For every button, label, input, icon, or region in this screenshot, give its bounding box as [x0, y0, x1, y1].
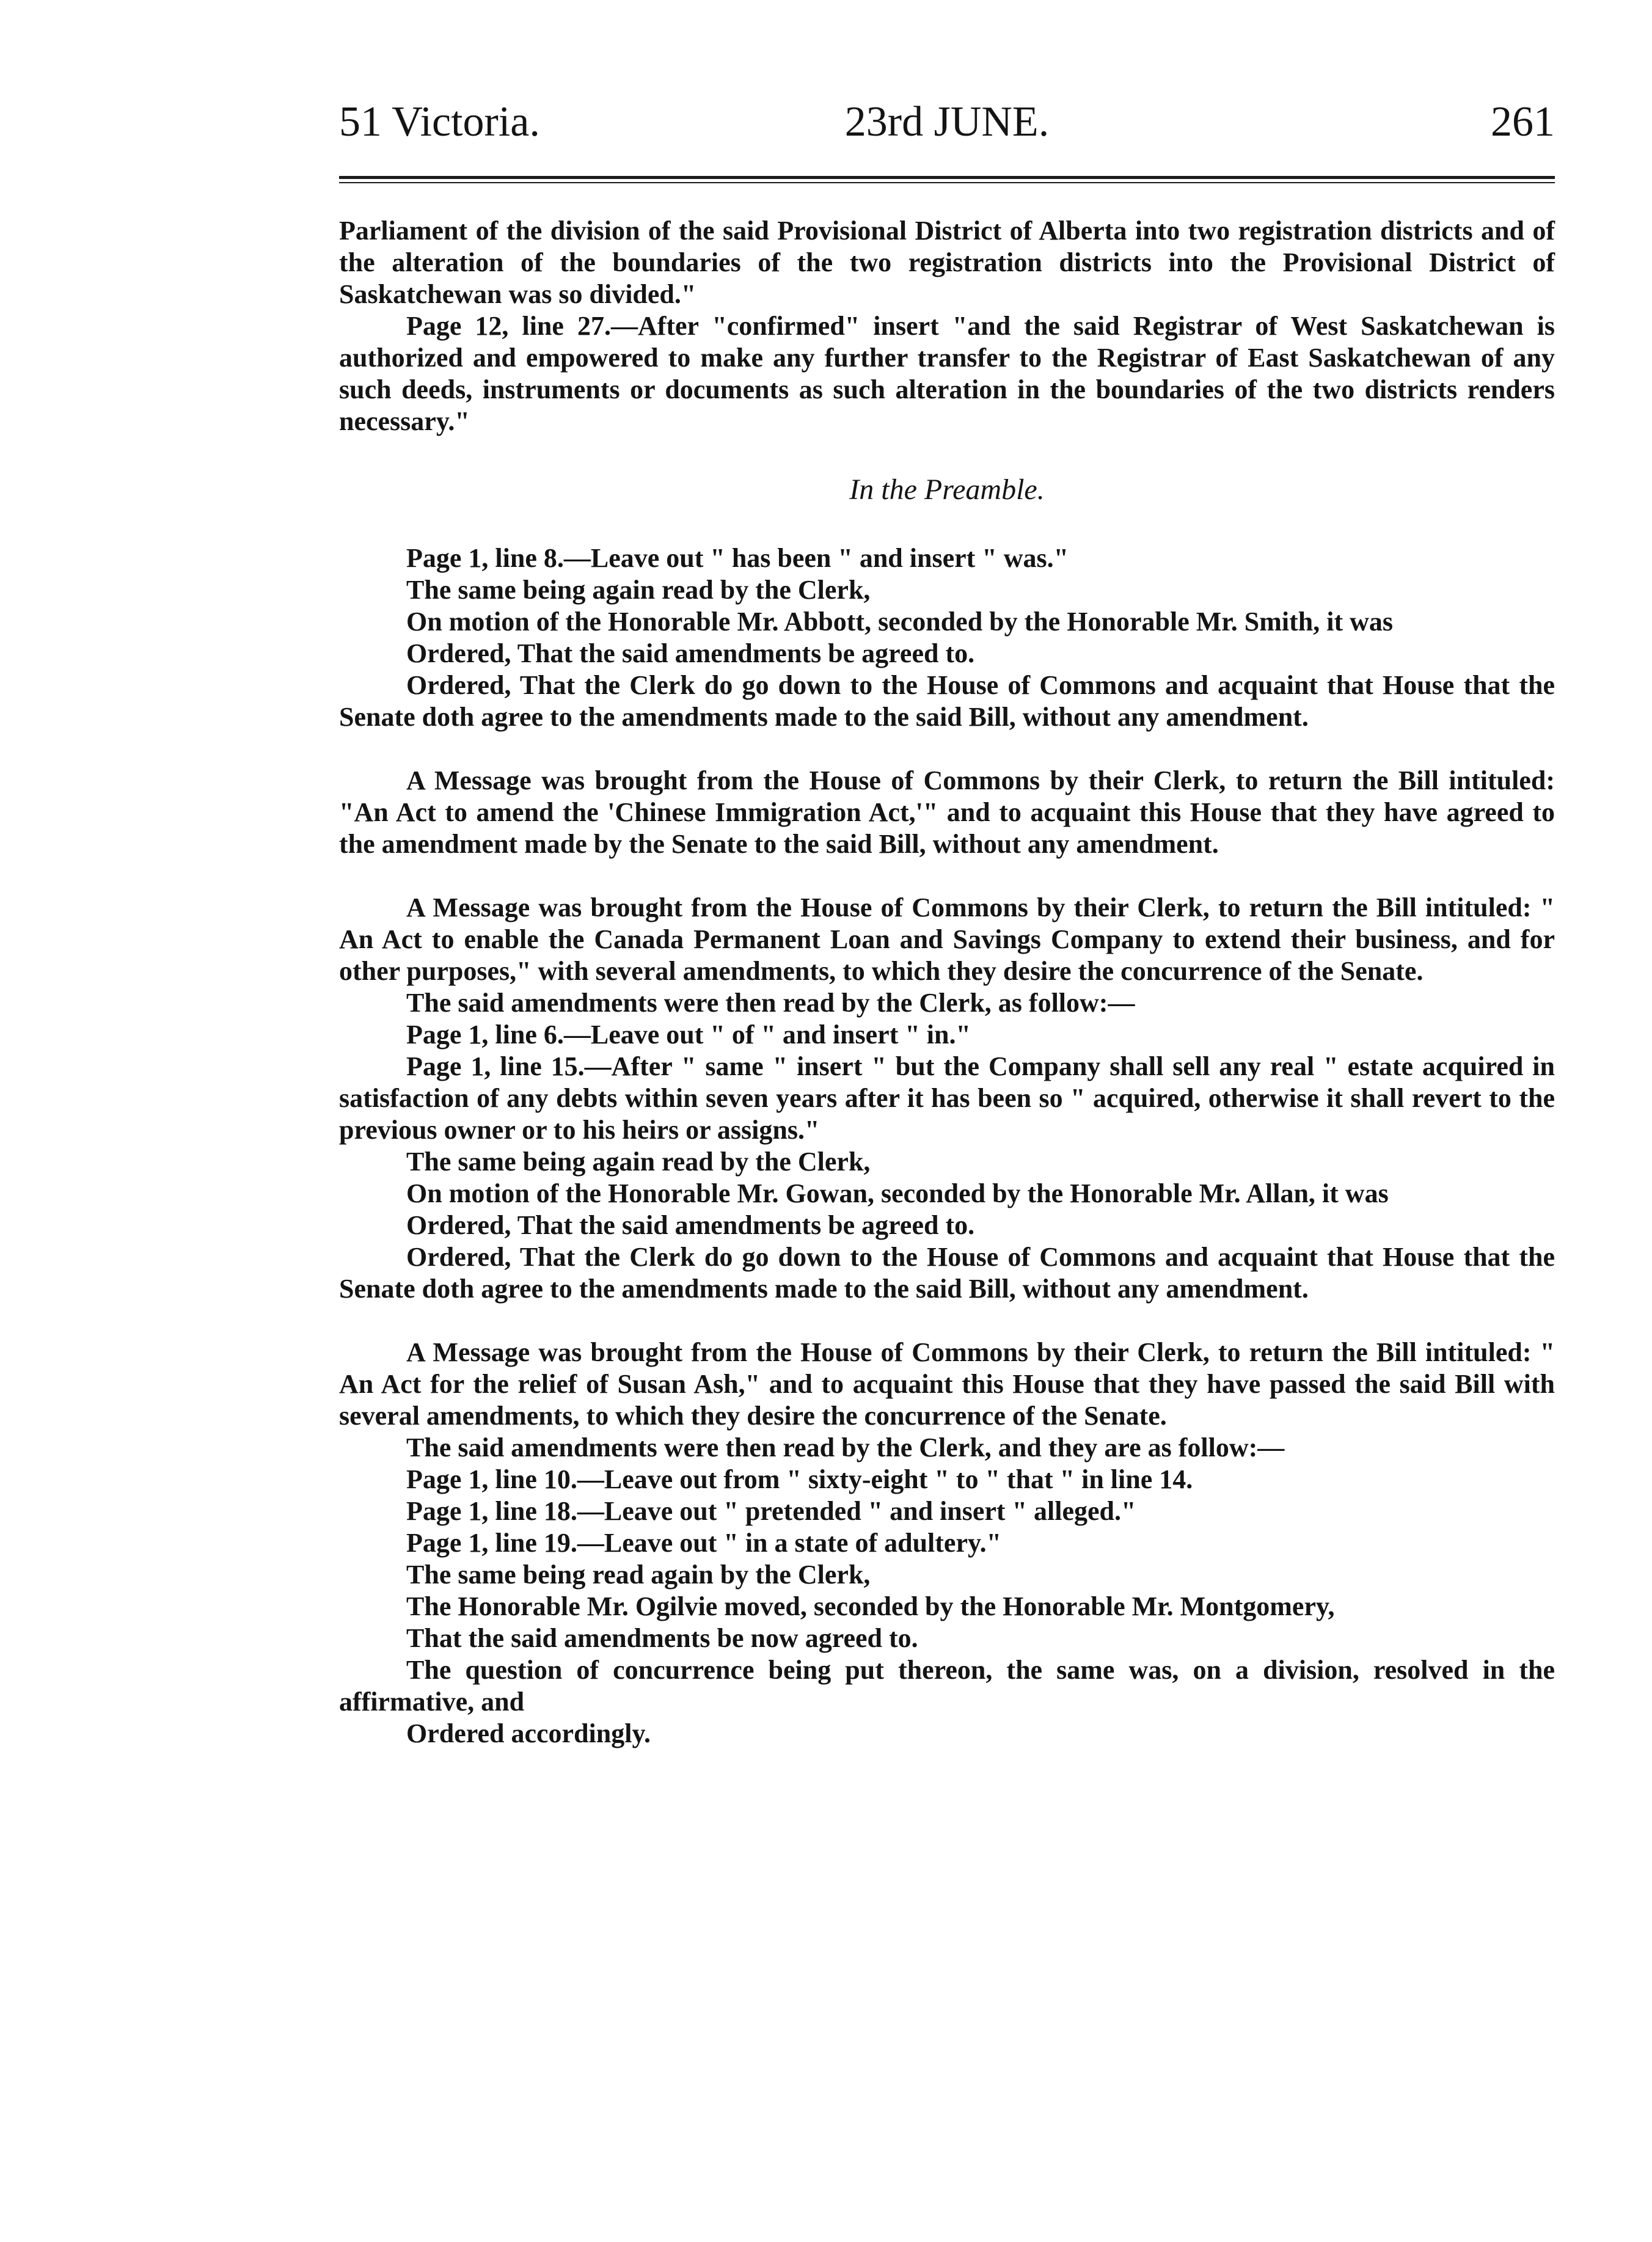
journal-paragraph: Page 1, line 6.—Leave out " of " and insert " in.": [406, 1020, 971, 1050]
journal-paragraph: Ordered, That the said amendments be agreed to.: [406, 638, 975, 668]
journal-paragraph: Parliament of the division of the said Provisional District of Alberta into two registration districts and of the alteration of the boundaries of the two registration districts into the Provisional District of Saskatchewan was so divided.": [339, 216, 1555, 309]
journal-paragraph: A Message was brought from the House of Commons by their Clerk, to return the Bill intituled: " An Act for the relief of Susan Ash," and to acquaint this House that they have passed the said Bill with several amendments, to which they desire the concurrence of the Senate.: [339, 1337, 1555, 1431]
journal-paragraph: That the said amendments be now agreed to.: [406, 1623, 918, 1653]
journal-paragraph: Ordered, That the said amendments be agreed to.: [406, 1210, 975, 1240]
journal-paragraph: Ordered, That the Clerk do go down to the House of Commons and acquaint that House that the Senate doth agree to the amendments made to the said Bill, without any amendment.: [339, 670, 1555, 732]
journal-paragraph: Page 1, line 8.—Leave out " has been " and insert " was.": [406, 543, 1069, 573]
journal-paragraph: Page 12, line 27.—After "confirmed" insert "and the said Registrar of West Saskatchewan is authorized and empowered to make any further transfer to the Registrar of East Saskatchewan of any such deeds, instruments or documents as such alteration in the boundaries of the two districts renders necessary.": [339, 311, 1555, 436]
journal-paragraph: On motion of the Honorable Mr. Abbott, seconded by the Honorable Mr. Smith, it was: [406, 607, 1394, 637]
journal-paragraph: The same being again read by the Clerk,: [406, 1147, 871, 1177]
header-rule-thick: [339, 176, 1555, 179]
journal-paragraph: The said amendments were then read by the Clerk, and they are as follow:—: [406, 1433, 1285, 1462]
journal-paragraph: The question of concurrence being put thereon, the same was, on a division, resolved in the affirmative, and: [339, 1655, 1555, 1717]
header-date: 23rd JUNE.: [844, 98, 1050, 145]
journal-paragraph: The Honorable Mr. Ogilvie moved, seconded by the Honorable Mr. Montgomery,: [406, 1591, 1335, 1621]
header-session: 51 Victoria.: [339, 98, 540, 145]
journal-paragraph: The said amendments were then read by the Clerk, as follow:—: [406, 988, 1135, 1018]
journal-paragraph: Page 1, line 10.—Leave out from " sixty-eight " to " that " in line 14.: [406, 1464, 1193, 1494]
journal-paragraph: Page 1, line 15.—After " same " insert " but the Company shall sell any real " estate acquired in satisfaction of any debts within seven years after it has been so " acquired, otherwise it shall revert to the previous owner or to his heirs or assigns.": [339, 1051, 1555, 1145]
journal-paragraph: Page 1, line 18.—Leave out " pretended " and insert " alleged.": [406, 1496, 1136, 1526]
journal-body: [339, 215, 1555, 1750]
section-heading: In the Preamble.: [849, 473, 1045, 506]
page-number: 261: [1491, 98, 1555, 145]
journal-paragraph: Ordered accordingly.: [406, 1718, 651, 1748]
journal-paragraph: Ordered, That the Clerk do go down to the House of Commons and acquaint that House that the Senate doth agree to the amendments made to the said Bill, without any amendment.: [339, 1242, 1555, 1304]
journal-paragraph: The same being read again by the Clerk,: [406, 1560, 871, 1590]
journal-paragraph: Page 1, line 19.—Leave out " in a state of adultery.": [406, 1528, 1001, 1558]
journal-paragraph: A Message was brought from the House of Commons by their Clerk, to return the Bill intituled: " An Act to enable the Canada Permanent Loan and Savings Company to extend their business, and for other purposes," with several amendments, to which they desire the concurrence of the Senate.: [339, 893, 1555, 986]
journal-paragraph: On motion of the Honorable Mr. Gowan, seconded by the Honorable Mr. Allan, it was: [406, 1178, 1389, 1208]
journal-paragraph: A Message was brought from the House of Commons by their Clerk, to return the Bill intituled: "An Act to amend the 'Chinese Immigration Act,'" and to acquaint this House that they have agreed to the amendment made by the Senate to the said Bill, without any amendment.: [339, 765, 1555, 859]
running-head: [339, 92, 1555, 165]
header-rule-thin: [339, 182, 1555, 183]
journal-paragraph: The same being again read by the Clerk,: [406, 575, 871, 605]
